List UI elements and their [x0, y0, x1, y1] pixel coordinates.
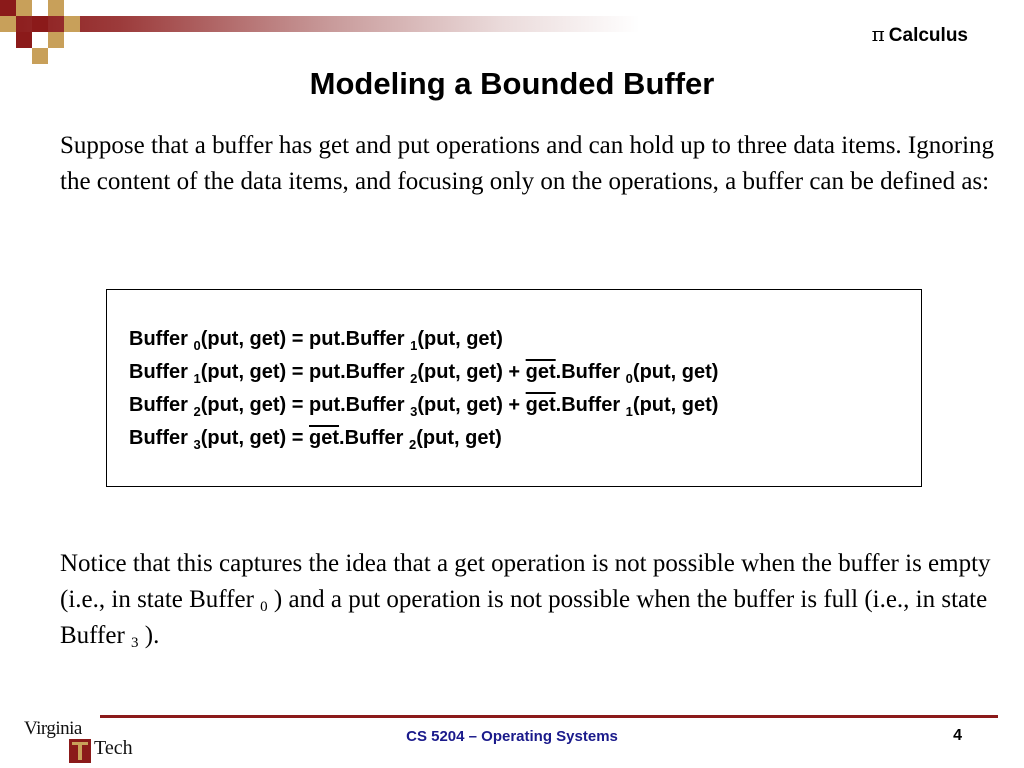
notice-paragraph: Notice that this captures the idea that a get operation is not possible when the buffer is empty (i.e., in state Buffer $_0$ ) and a put operation is not possible when the buffer is full (i.e., in state Buffer $_3$ ).	[60, 550, 991, 651]
header-square	[32, 16, 48, 32]
definition-line-buffer-0: Buffer $_0$(put, get) = put.Buffer $_1$(put, get)	[129, 328, 503, 353]
definition-box	[106, 289, 922, 487]
header-square	[16, 32, 32, 48]
header-band	[0, 16, 1024, 32]
pi-symbol: π	[871, 22, 885, 46]
slide-title: Modeling a Bounded Buffer	[309, 66, 715, 101]
logo-text-top: Virginia	[24, 718, 82, 739]
overlined-get: $\overline{get}$	[525, 394, 556, 416]
overlined-get: $\overline{get}$	[309, 427, 340, 449]
definition-line-buffer-2: Buffer $_2$(put, get) = put.Buffer $_3$(put, $get) + \overline{get}.Buffer$ $_1$(put, get)	[129, 394, 719, 419]
overlined-get: $\overline{get}$	[525, 361, 556, 383]
definition-line-buffer-3: Buffer $_3$(put, $get) = \overline{get}.Buffer$ $_2$(put, get)	[129, 427, 502, 452]
header-square	[64, 16, 80, 32]
header-square	[48, 32, 64, 48]
header-square	[0, 0, 16, 16]
page-number: 4	[953, 727, 962, 744]
intro-paragraph: Suppose that a buffer has get and put operations and can hold up to three data items. Ignoring the content of the data items, and focusing only on the operations, a buffer can be defined as:	[60, 132, 995, 195]
footer-course-title: CS 5204 – Operating Systems	[406, 728, 618, 745]
header-square	[16, 0, 32, 16]
topic-label	[872, 22, 968, 47]
header-square	[32, 48, 48, 64]
header-square	[48, 0, 64, 16]
header-square	[0, 16, 16, 32]
logo-text-bottom: Tech	[94, 737, 133, 759]
definition-line-buffer-1: Buffer $_1$(put, get) = put.Buffer $_2$(put, $get) + \overline{get}.Buffer$ $_0$(put, get)	[129, 361, 719, 386]
footer-rule	[100, 715, 998, 718]
topic-label-text: Calculus	[888, 25, 968, 46]
